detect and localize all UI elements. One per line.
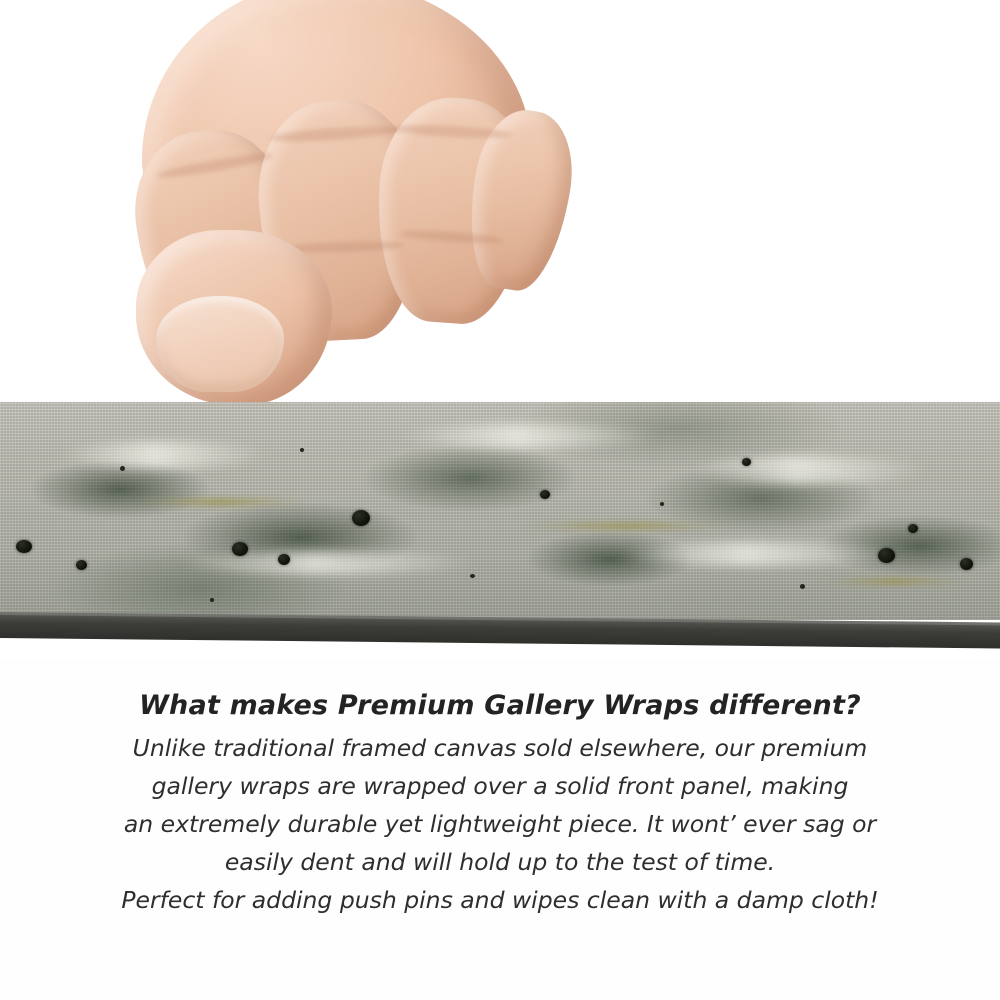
hand-illustration bbox=[120, 0, 550, 430]
caption-block bbox=[0, 690, 1000, 919]
caption-line: Unlike traditional framed canvas sold elsewhere, our premium bbox=[132, 734, 868, 762]
canvas-highlight bbox=[60, 442, 270, 468]
canvas-dark-spot bbox=[278, 554, 290, 565]
canvas-highlight bbox=[690, 456, 930, 484]
canvas-dark-spot bbox=[540, 490, 550, 499]
canvas-speck bbox=[120, 466, 125, 471]
canvas-speck bbox=[800, 584, 805, 589]
thumbnail-shape bbox=[156, 296, 284, 392]
canvas-dark-spot bbox=[232, 542, 248, 556]
canvas-dark-spot bbox=[76, 560, 87, 570]
canvas-dark-spot bbox=[908, 524, 918, 533]
canvas-dark-spot bbox=[742, 458, 751, 466]
canvas-dark-spot bbox=[878, 548, 895, 563]
caption-heading: What makes Premium Gallery Wraps different? bbox=[139, 690, 861, 721]
canvas-surface bbox=[0, 402, 1000, 620]
canvas-ochre-streak bbox=[520, 522, 730, 530]
canvas-dark-spot bbox=[16, 540, 32, 553]
canvas-highlight bbox=[180, 552, 480, 574]
canvas-highlight bbox=[400, 424, 660, 448]
caption-line: Perfect for adding push pins and wipes clean with a damp cloth! bbox=[121, 886, 879, 914]
canvas-speck bbox=[210, 598, 214, 602]
canvas-speck bbox=[660, 502, 664, 506]
caption-line: easily dent and will hold up to the test of time. bbox=[224, 848, 776, 876]
canvas-dark-spot bbox=[352, 510, 370, 526]
canvas-ochre-streak bbox=[130, 498, 310, 506]
canvas-speck bbox=[300, 448, 304, 452]
canvas-ochre-streak bbox=[820, 578, 970, 585]
caption-line: gallery wraps are wrapped over a solid front panel, making bbox=[151, 772, 849, 800]
canvas-highlight bbox=[620, 542, 900, 566]
canvas-speck bbox=[470, 574, 475, 578]
canvas-dark-spot bbox=[960, 558, 973, 570]
caption-line: an extremely durable yet lightweight piece. It wont’ ever sag or bbox=[123, 810, 877, 838]
